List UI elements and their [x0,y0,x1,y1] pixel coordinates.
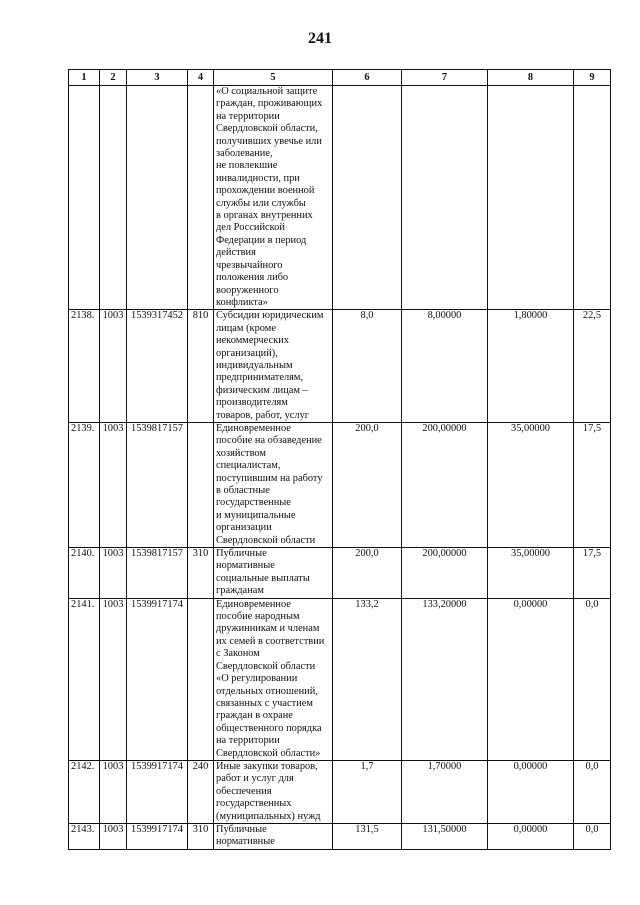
amount-col8 [488,86,574,310]
amount-col8: 35,00000 [488,422,574,547]
row-number: 2138. [69,310,100,423]
section-code: 1003 [100,823,127,849]
item-name: Публичные нормативные [214,823,333,849]
column-header: 7 [402,70,488,86]
table-row [69,823,611,849]
item-name: Единовременное пособие народным дружинникам и членам их семей в соответствии с Законом Свердловской области «О регулировании отдельных отношений, связанных с участием граждан в охране общественного порядка на территории Свердловской области» [214,598,333,760]
row-number [69,86,100,310]
item-name: Единовременное пособие на обзаведение хозяйством специалистам, поступившим на работу в областные государственные и муниципальные организации Свердловской области [214,422,333,547]
amount-col6: 200,0 [333,422,402,547]
page-number: 241 [308,30,332,47]
percent-col9: 17,5 [574,422,611,547]
column-header: 1 [69,70,100,86]
budget-table [68,69,611,850]
target-article-code: 1539817157 [127,548,188,599]
table-row [69,760,611,823]
table-row [69,598,611,760]
column-header: 9 [574,70,611,86]
table-row [69,310,611,423]
item-name: Субсидии юридическим лицам (кроме некоммерческих организаций), индивидуальным предпринимателям, физическим лицам – производителям товаров, работ, услуг [214,310,333,423]
target-article-code: 1539917174 [127,823,188,849]
table-row [69,422,611,547]
item-name: «О социальной защите граждан, проживающих на территории Свердловской области, получивших увечье или заболевание, не повлекшие инвалидности, при прохождении военной службы или службы в органах внутренних дел Российской Федерации в период действия чрезвычайного положения либо вооруженного конфликта» [214,86,333,310]
amount-col6: 131,5 [333,823,402,849]
expense-type-code: 310 [188,548,214,599]
target-article-code [127,86,188,310]
row-number: 2141. [69,598,100,760]
amount-col6: 8,0 [333,310,402,423]
percent-col9: 22,5 [574,310,611,423]
percent-col9: 0,0 [574,760,611,823]
amount-col7: 1,70000 [402,760,488,823]
section-code: 1003 [100,760,127,823]
expense-type-code: 810 [188,310,214,423]
amount-col7: 131,50000 [402,823,488,849]
amount-col7: 200,00000 [402,422,488,547]
section-code: 1003 [100,422,127,547]
table-row [69,548,611,599]
column-header: 3 [127,70,188,86]
target-article-code: 1539817157 [127,422,188,547]
percent-col9: 0,0 [574,823,611,849]
table-row [69,86,611,310]
section-code: 1003 [100,598,127,760]
expense-type-code [188,598,214,760]
amount-col7: 200,00000 [402,548,488,599]
amount-col8: 1,80000 [488,310,574,423]
amount-col7: 133,20000 [402,598,488,760]
row-number: 2139. [69,422,100,547]
item-name: Иные закупки товаров, работ и услуг для обеспечения государственных (муниципальных) нужд [214,760,333,823]
section-code [100,86,127,310]
section-code: 1003 [100,310,127,423]
target-article-code: 1539917174 [127,598,188,760]
percent-col9: 17,5 [574,548,611,599]
target-article-code: 1539917174 [127,760,188,823]
amount-col7: 8,00000 [402,310,488,423]
expense-type-code: 240 [188,760,214,823]
column-header: 6 [333,70,402,86]
row-number: 2142. [69,760,100,823]
percent-col9: 0,0 [574,598,611,760]
percent-col9 [574,86,611,310]
item-name: Публичные нормативные социальные выплаты гражданам [214,548,333,599]
expense-type-code [188,86,214,310]
column-header: 2 [100,70,127,86]
amount-col6 [333,86,402,310]
target-article-code: 1539317452 [127,310,188,423]
column-header: 4 [188,70,214,86]
amount-col8: 0,00000 [488,823,574,849]
section-code: 1003 [100,548,127,599]
column-header: 5 [214,70,333,86]
amount-col6: 1,7 [333,760,402,823]
amount-col8: 0,00000 [488,598,574,760]
table-header-row [69,70,611,86]
row-number: 2143. [69,823,100,849]
amount-col8: 0,00000 [488,760,574,823]
amount-col6: 133,2 [333,598,402,760]
column-header: 8 [488,70,574,86]
expense-type-code [188,422,214,547]
expense-type-code: 310 [188,823,214,849]
row-number: 2140. [69,548,100,599]
amount-col6: 200,0 [333,548,402,599]
amount-col7 [402,86,488,310]
amount-col8: 35,00000 [488,548,574,599]
